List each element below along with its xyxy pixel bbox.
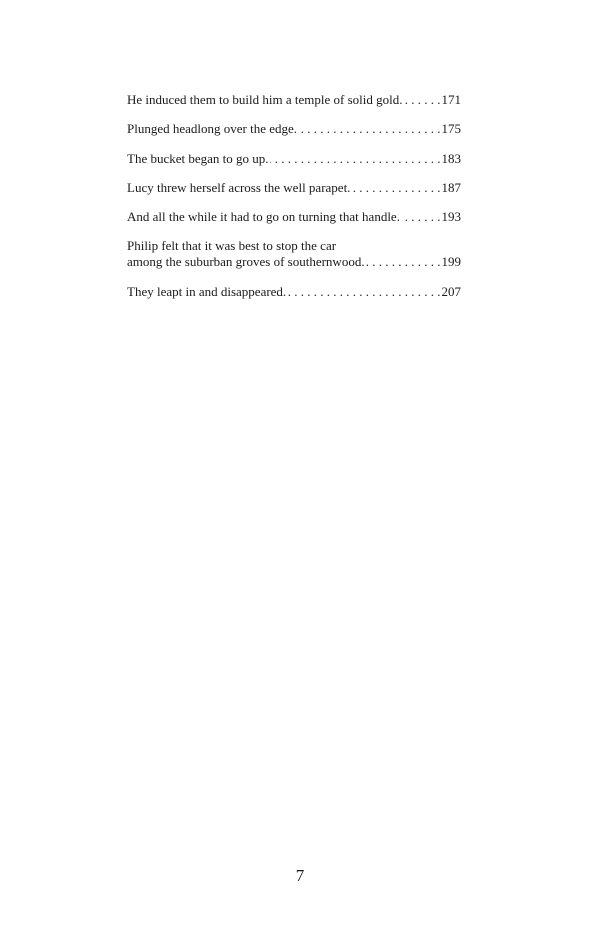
toc-entry (127, 151, 461, 167)
toc-entry-page: 171 (441, 92, 461, 107)
toc-entry-page: 199 (441, 254, 461, 270)
dot-leader (287, 284, 440, 300)
dot-leader (366, 254, 441, 270)
toc-entry-page: 183 (441, 150, 461, 166)
toc-entry (127, 180, 461, 196)
dot-leader (270, 151, 441, 167)
toc-entry (127, 238, 461, 270)
toc-entry-page: 187 (441, 179, 461, 195)
toc-entry (127, 284, 461, 300)
toc-entry-title: He induced them to build him a temple of solid gold. (127, 92, 403, 107)
toc-entry-title-line-1: Philip felt that it was best to stop the car (127, 238, 337, 254)
toc-entry (127, 92, 461, 108)
toc-entry-page: 193 (441, 209, 461, 225)
dot-leader (401, 209, 441, 225)
toc-entry (127, 121, 461, 137)
dot-leader (403, 92, 440, 108)
toc-entry-title: They leapt in and disappeared. (127, 283, 287, 299)
toc-entry-page: 175 (441, 121, 461, 137)
toc-entry (127, 209, 461, 225)
toc-entry-title: Lucy threw herself across the well parapet. (127, 179, 351, 195)
toc-entry-title: The bucket began to go up. (127, 150, 269, 166)
toc-entry-title-line-2: among the suburban groves of southernwood. (127, 254, 365, 270)
page-number: 7 (295, 866, 305, 885)
dot-leader (298, 121, 440, 137)
toc-entry-page: 207 (441, 283, 461, 299)
toc-entry-title: And all the while it had to go on turning that handle. (127, 209, 400, 225)
dot-leader (351, 180, 440, 196)
toc-entry-title: Plunged headlong over the edge. (127, 121, 298, 137)
table-of-illustrations (127, 92, 461, 313)
